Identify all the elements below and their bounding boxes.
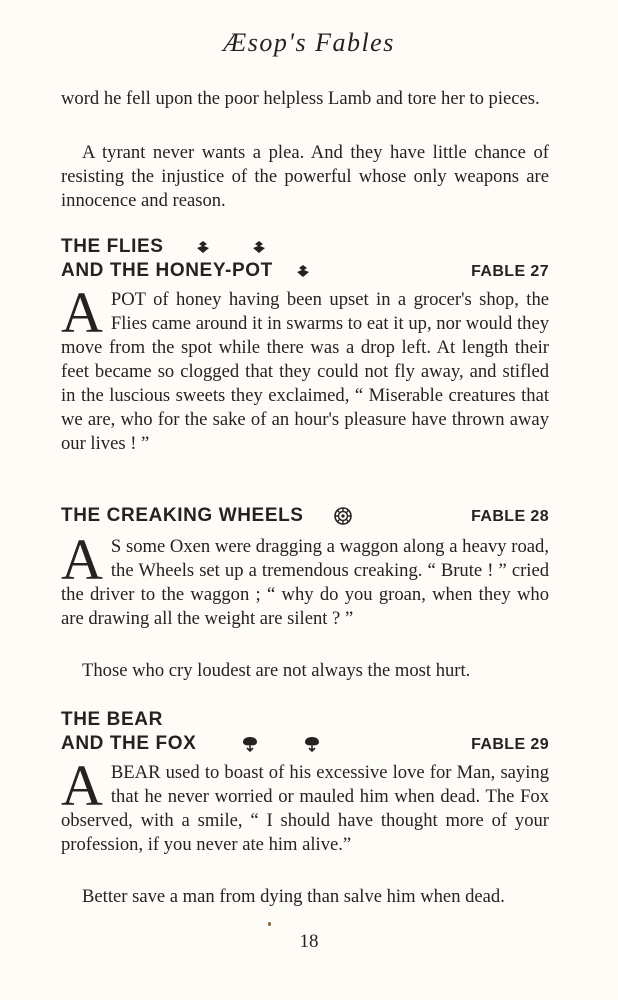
flower-ornament-icon — [240, 735, 260, 753]
drop-cap: A — [61, 527, 103, 592]
leaf-ornament-icon — [195, 240, 211, 254]
continuation-text: word he fell upon the poor helpless Lamb and tore her to pieces. — [61, 88, 540, 109]
fable-28-body — [61, 527, 549, 631]
fable-27-number: FABLE 27 — [471, 263, 549, 280]
fable-29-moral: Better save a man from dying than salve him when dead. — [82, 886, 505, 907]
page-number: 18 — [299, 931, 319, 952]
fable-29-title-line2: AND THE FOX — [61, 733, 197, 754]
leaf-ornament-icon — [251, 240, 267, 254]
fable-27-title-2 — [61, 259, 549, 283]
drop-cap: A — [61, 753, 103, 818]
leaf-ornament-icon — [295, 264, 311, 278]
fable-29-title — [61, 708, 549, 732]
fable-27-title-line2: AND THE HONEY-POT — [61, 260, 273, 281]
fable-29-title-2 — [61, 732, 549, 756]
flower-ornament-icon — [302, 735, 322, 753]
fable-28-moral: Those who cry loudest are not always the most hurt. — [82, 660, 471, 681]
fable-27-title — [61, 235, 549, 259]
fable-29-body — [61, 753, 549, 857]
fable-28-title — [61, 504, 549, 528]
fable-27-text: POT of honey having been upset in a grocer's shop, the Flies came around it in swarms to eat it up, nor would they move from the spot while there was a drop left. At length their feet became so clogged that they could not fly away, and stifled in the luscious sweets they exclaimed, “ Miserable creatures that we are, who for the sake of an hour's pleasure have thrown away our lives ! ” — [61, 289, 549, 454]
continuation-moral: A tyrant never wants a plea. And they have little chance of resisting the injustice of the powerful whose only weapons are innocence and reason. — [61, 142, 549, 211]
ink-speck — [268, 922, 271, 926]
fable-27-body — [61, 280, 549, 456]
fable-29-text: BEAR used to boast of his excessive love for Man, saying that he never worried or mauled him when dead. The Fox observed, with a smile, “ I should have thought more of your profession, if you never ate him alive.” — [61, 762, 549, 855]
fable-28-title-text: THE CREAKING WHEELS — [61, 505, 304, 526]
fable-28-number: FABLE 28 — [471, 508, 549, 525]
fable-29-title-line1: THE BEAR — [61, 709, 163, 730]
running-head: Æsop's Fables — [223, 28, 395, 57]
fable-28-text: S some Oxen were dragging a waggon along a heavy road, the Wheels set up a tremendous creaking. “ Brute ! ” cried the driver to the waggon ; “ why do you groan, when they who are drawing all the weight are silent ? ” — [61, 536, 549, 629]
fable-27-title-line1: THE FLIES — [61, 236, 164, 257]
rosette-ornament-icon — [333, 506, 353, 526]
fable-29-number: FABLE 29 — [471, 736, 549, 753]
drop-cap: A — [61, 280, 103, 345]
